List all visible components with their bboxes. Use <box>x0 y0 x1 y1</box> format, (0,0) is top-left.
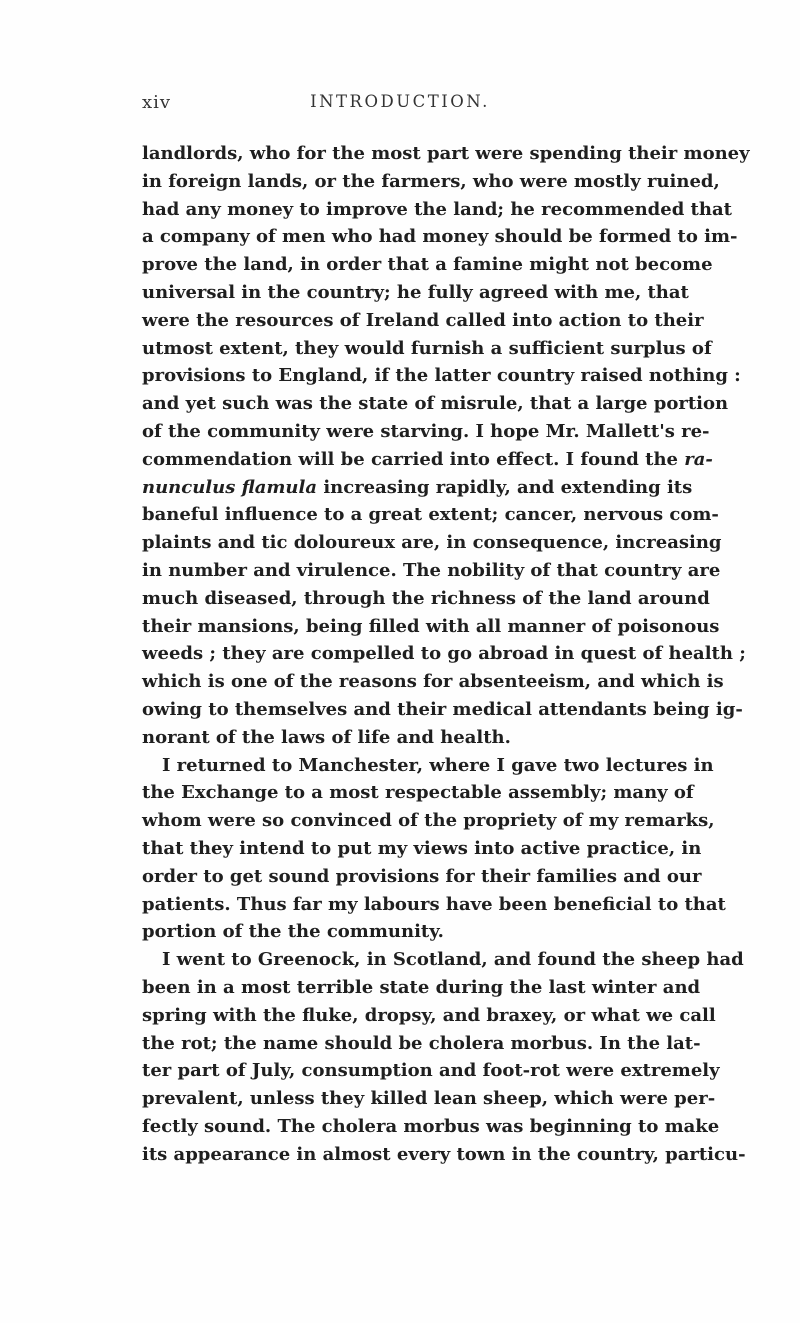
running-head: INTRODUCTION. <box>310 92 490 111</box>
text-line: in number and virulence. The nobility of that country are <box>142 559 721 581</box>
text-line: patients. Thus far my labours have been beneficial to that <box>142 893 726 915</box>
text-line: a company of men who had money should be formed to im- <box>142 226 738 248</box>
text-line: spring with the fluke, dropsy, and braxey, or what we call <box>142 1004 716 1026</box>
text-line: were the resources of Ireland called into action to their <box>142 309 704 331</box>
text-line: order to get sound provisions for their families and our <box>142 865 702 887</box>
italic-text: nunculus flamula <box>142 476 318 498</box>
text-line: and yet such was the state of misrule, that a large portion <box>142 393 729 415</box>
text-segment: increasing rapidly, and extending its <box>323 476 693 498</box>
text-segment: commendation will be carried into effect. I found the <box>142 448 678 470</box>
text-line <box>142 474 693 502</box>
text-line: the Exchange to a most respectable assembly; many of <box>142 782 694 804</box>
text-line: much diseased, through the richness of the land around <box>142 587 710 609</box>
text-line: landlords, who for the most part were spending their money <box>142 143 750 164</box>
text-line: I went to Greenock, in Scotland, and found the sheep had <box>162 949 744 971</box>
text-line: prove the land, in order that a famine might not become <box>142 254 713 276</box>
text-line: baneful influence to a great extent; cancer, nervous com- <box>142 504 719 526</box>
text-line: its appearance in almost every town in the country, particu- <box>142 1143 746 1165</box>
text-line: prevalent, unless they killed lean sheep, which were per- <box>142 1088 716 1110</box>
text-line: plaints and tic doloureux are, in consequence, increasing <box>142 532 722 554</box>
text-line: in foreign lands, or the farmers, who were mostly ruined, <box>142 170 720 192</box>
text-line: weeds ; they are compelled to go abroad in quest of health ; <box>142 643 746 665</box>
text-line: ter part of July, consumption and foot-rot were extremely <box>142 1060 720 1082</box>
text-line: been in a most terrible state during the last winter and <box>142 976 701 998</box>
text-line: universal in the country; he fully agreed with me, that <box>142 281 689 303</box>
text-line: which is one of the reasons for absenteeism, and which is <box>142 671 724 693</box>
text-line: I returned to Manchester, where I gave two lectures in <box>162 754 714 776</box>
text-line: that they intend to put my views into active practice, in <box>142 837 702 859</box>
page-header <box>142 92 658 120</box>
text-line: whom were so convinced of the propriety of my remarks, <box>142 810 715 832</box>
text-line <box>142 446 713 474</box>
text-line: the rot; the name should be cholera morbus. In the lat- <box>142 1032 701 1054</box>
text-line: owing to themselves and their medical attendants being ig- <box>142 698 743 720</box>
text-line: of the community were starving. I hope Mr. Mallett's re- <box>142 420 710 442</box>
text-line: portion of the the community. <box>142 921 444 943</box>
text-line: their mansions, being filled with all manner of poisonous <box>142 615 720 637</box>
text-line: utmost extent, they would furnish a sufficient surplus of <box>142 337 712 359</box>
text-line: provisions to England, if the latter country raised nothing : <box>142 365 741 387</box>
text-line: had any money to improve the land; he recommended that <box>142 198 732 220</box>
body-text <box>142 140 750 1168</box>
italic-text: ra- <box>684 448 713 470</box>
page-number: xiv <box>142 92 172 113</box>
text-line: fectly sound. The cholera morbus was beginning to make <box>142 1115 720 1137</box>
text-line: norant of the laws of life and health. <box>142 726 511 748</box>
